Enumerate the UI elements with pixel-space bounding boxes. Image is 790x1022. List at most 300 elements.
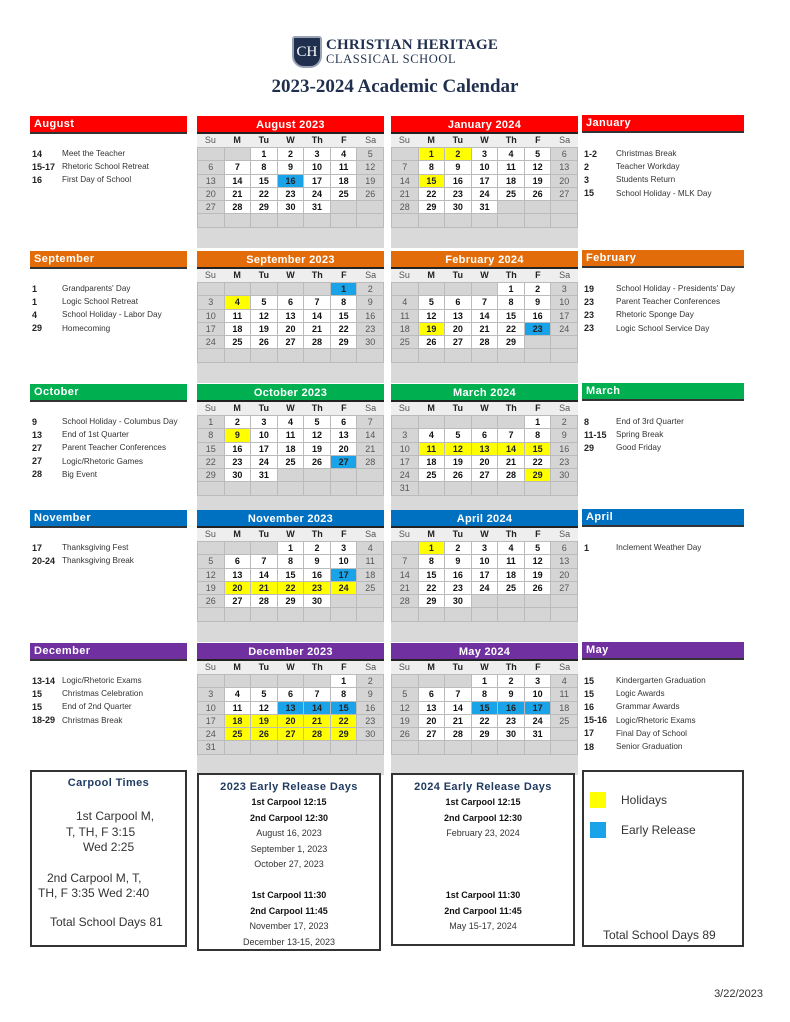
- calendar-title: December 2023: [197, 643, 384, 661]
- day-cell: 23: [525, 323, 551, 335]
- empty-cell: [525, 741, 551, 753]
- day-cell: 29: [251, 201, 277, 213]
- empty-cell: [392, 283, 418, 295]
- day-cell: 4: [357, 542, 383, 554]
- early-release-line: September 1, 2023: [250, 843, 328, 854]
- day-cell: 18: [392, 323, 418, 335]
- empty-cell: [525, 214, 551, 226]
- empty-cell: [331, 349, 357, 361]
- event-item: 16 Grammar Awards: [584, 701, 680, 712]
- event-item: 11-15 Spring Break: [584, 429, 664, 440]
- day-cell: 15: [331, 310, 357, 322]
- day-cell: 28: [445, 728, 471, 740]
- day-cell: 2: [225, 416, 251, 428]
- empty-cell: [472, 595, 498, 607]
- day-cell: 2: [445, 148, 471, 160]
- events-january: [584, 147, 749, 200]
- day-cell: 22: [331, 715, 357, 727]
- empty-cell: [225, 214, 251, 226]
- empty-cell: [278, 608, 304, 620]
- empty-cell: [419, 283, 445, 295]
- calendar-may-2024: [391, 643, 578, 775]
- day-cell: 15: [419, 569, 445, 581]
- day-cell: 28: [392, 201, 418, 213]
- event-item: 14 Meet the Teacher: [32, 148, 126, 159]
- day-cell: 18: [419, 456, 445, 468]
- day-cell: 8: [331, 688, 357, 700]
- day-cell: 10: [525, 688, 551, 700]
- day-cell: 8: [251, 161, 277, 173]
- event-item: 18 Senior Graduation: [584, 741, 683, 752]
- empty-cell: [419, 416, 445, 428]
- events-february: [584, 282, 749, 335]
- day-cell: 18: [225, 323, 251, 335]
- day-cell: 5: [357, 148, 383, 160]
- day-cell: 28: [225, 201, 251, 213]
- early-release-line: August 16, 2023: [256, 828, 322, 838]
- empty-cell: [498, 416, 524, 428]
- day-cell: 16: [445, 569, 471, 581]
- day-cell: 2: [357, 283, 383, 295]
- empty-cell: [225, 148, 251, 160]
- day-cell: 21: [445, 715, 471, 727]
- day-cell: 27: [445, 336, 471, 348]
- empty-cell: [304, 675, 330, 687]
- day-cell: 17: [551, 310, 577, 322]
- day-cell: 1: [419, 542, 445, 554]
- day-cell: 11: [331, 161, 357, 173]
- day-cell: 11: [419, 443, 445, 455]
- day-cell: 7: [445, 688, 471, 700]
- carpool-title: Carpool Times: [67, 777, 150, 789]
- event-item: 17 Final Day of School: [584, 728, 687, 739]
- day-cell: 11: [551, 688, 577, 700]
- empty-cell: [304, 349, 330, 361]
- day-cell: 24: [472, 582, 498, 594]
- day-cell: 16: [498, 702, 524, 714]
- day-cell: 8: [278, 555, 304, 567]
- empty-cell: [198, 214, 224, 226]
- events-september: [32, 282, 192, 335]
- day-cell: 23: [445, 582, 471, 594]
- day-cell: 13: [419, 702, 445, 714]
- day-cell: 2: [525, 283, 551, 295]
- day-cell: 21: [304, 715, 330, 727]
- day-cell: 6: [225, 555, 251, 567]
- event-item: 17 Thanksgiving Fest: [32, 542, 129, 553]
- day-cell: 9: [498, 688, 524, 700]
- carpool-times-box: [30, 770, 187, 947]
- events-may: [584, 674, 749, 753]
- day-cell: 21: [251, 582, 277, 594]
- day-cell: 3: [198, 296, 224, 308]
- calendar-march-2024: [391, 384, 578, 516]
- day-cell: 7: [472, 296, 498, 308]
- day-cell: 15: [251, 175, 277, 187]
- day-cell: 15: [198, 443, 224, 455]
- day-cell: 17: [304, 175, 330, 187]
- event-item: 15 Christmas Celebration: [32, 688, 143, 699]
- day-cell: 15: [498, 310, 524, 322]
- day-cell: 24: [472, 188, 498, 200]
- empty-cell: [419, 214, 445, 226]
- day-cell: 4: [331, 148, 357, 160]
- empty-cell: [472, 283, 498, 295]
- early-release-2023-box: [197, 773, 381, 951]
- event-item: 13 End of 1st Quarter: [32, 429, 129, 440]
- day-cell: 18: [225, 715, 251, 727]
- day-cell: 7: [304, 688, 330, 700]
- day-cell: 19: [525, 175, 551, 187]
- calendar-september-2023: [197, 251, 384, 383]
- day-cell: 9: [445, 161, 471, 173]
- empty-cell: [525, 336, 551, 348]
- month-header-may: May: [582, 642, 744, 660]
- day-cell: 19: [198, 582, 224, 594]
- day-cell: 21: [357, 443, 383, 455]
- event-item: 15 School Holiday - MLK Day: [584, 188, 712, 199]
- day-cell: 2: [278, 148, 304, 160]
- empty-cell: [551, 336, 577, 348]
- weekday-header: Su M Tu W Th F Sa: [197, 134, 384, 147]
- day-cell: 4: [225, 296, 251, 308]
- empty-cell: [198, 148, 224, 160]
- empty-cell: [278, 741, 304, 753]
- day-cell: 29: [525, 469, 551, 481]
- day-cell: 18: [357, 569, 383, 581]
- day-cell: 2: [304, 542, 330, 554]
- weekday-header: Su M Tu W Th F Sa: [197, 402, 384, 415]
- day-cell: 28: [304, 728, 330, 740]
- day-cell: 28: [498, 469, 524, 481]
- empty-cell: [392, 349, 418, 361]
- day-cell: 22: [331, 323, 357, 335]
- day-cell: 9: [357, 688, 383, 700]
- empty-cell: [251, 608, 277, 620]
- empty-cell: [304, 482, 330, 494]
- day-cell: 18: [551, 702, 577, 714]
- empty-cell: [225, 675, 251, 687]
- day-cell: 16: [525, 310, 551, 322]
- day-cell: 7: [251, 555, 277, 567]
- total-school-days-fall: Total School Days 81: [50, 914, 163, 929]
- empty-cell: [392, 542, 418, 554]
- day-cell: 22: [419, 582, 445, 594]
- event-item: 19 School Holiday - Presidents' Day: [584, 283, 735, 294]
- event-item: 18-29 Christmas Break: [32, 715, 123, 726]
- empty-cell: [198, 283, 224, 295]
- day-cell: 31: [251, 469, 277, 481]
- day-cell: 2: [498, 675, 524, 687]
- day-cell: 19: [304, 443, 330, 455]
- day-cell: 27: [331, 456, 357, 468]
- empty-cell: [392, 148, 418, 160]
- empty-cell: [551, 741, 577, 753]
- empty-cell: [198, 675, 224, 687]
- empty-cell: [392, 214, 418, 226]
- day-cell: 29: [498, 336, 524, 348]
- day-cell: 20: [419, 715, 445, 727]
- day-cell: 7: [498, 429, 524, 441]
- empty-cell: [525, 608, 551, 620]
- day-cell: 9: [304, 555, 330, 567]
- day-cell: 27: [198, 201, 224, 213]
- day-cell: 18: [278, 443, 304, 455]
- day-cell: 29: [331, 336, 357, 348]
- day-cell: 15: [278, 569, 304, 581]
- day-cell: 2: [357, 675, 383, 687]
- day-cell: 6: [278, 688, 304, 700]
- day-cell: 10: [331, 555, 357, 567]
- day-cell: 30: [357, 336, 383, 348]
- day-cell: 10: [198, 310, 224, 322]
- day-cell: 30: [278, 201, 304, 213]
- empty-cell: [551, 608, 577, 620]
- events-april: [584, 541, 749, 554]
- day-cell: 5: [198, 555, 224, 567]
- empty-cell: [498, 741, 524, 753]
- calendar-february-2024: [391, 251, 578, 383]
- day-cell: 19: [525, 569, 551, 581]
- empty-cell: [225, 608, 251, 620]
- day-cell: 10: [304, 161, 330, 173]
- holiday-swatch-icon: [590, 792, 606, 808]
- empty-cell: [304, 283, 330, 295]
- empty-cell: [278, 482, 304, 494]
- weekday-header: Su M Tu W Th F Sa: [391, 661, 578, 674]
- day-cell: 20: [551, 569, 577, 581]
- day-cell: 20: [472, 456, 498, 468]
- empty-cell: [331, 595, 357, 607]
- event-item: 1 Grandparents' Day: [32, 283, 131, 294]
- day-cell: 9: [551, 429, 577, 441]
- month-header-december: December: [30, 643, 187, 661]
- weekday-header: Su M Tu W Th F Sa: [197, 269, 384, 282]
- day-cell: 21: [304, 323, 330, 335]
- empty-cell: [278, 469, 304, 481]
- day-cell: 22: [525, 456, 551, 468]
- day-cell: 15: [419, 175, 445, 187]
- empty-cell: [278, 349, 304, 361]
- day-cell: 7: [304, 296, 330, 308]
- day-cell: 30: [445, 201, 471, 213]
- day-cell: 22: [278, 582, 304, 594]
- empty-cell: [225, 482, 251, 494]
- day-cell: 21: [392, 188, 418, 200]
- day-cell: 13: [551, 555, 577, 567]
- day-cell: 19: [251, 323, 277, 335]
- day-cell: 15: [525, 443, 551, 455]
- early-release-line: [393, 873, 573, 889]
- empty-cell: [551, 728, 577, 740]
- calendar-title: August 2023: [197, 116, 384, 134]
- day-cell: 16: [551, 443, 577, 455]
- day-cell: 3: [472, 148, 498, 160]
- day-cell: 23: [551, 456, 577, 468]
- day-cell: 22: [498, 323, 524, 335]
- day-cell: 31: [525, 728, 551, 740]
- day-cell: 19: [419, 323, 445, 335]
- day-cell: 9: [278, 161, 304, 173]
- day-cell: 25: [392, 336, 418, 348]
- day-cell: 18: [498, 569, 524, 581]
- early-release-2024-title: 2024 Early Release Days: [414, 781, 552, 793]
- empty-cell: [278, 283, 304, 295]
- day-cell: 6: [445, 296, 471, 308]
- day-cell: 29: [198, 469, 224, 481]
- weekday-header: Su M Tu W Th F Sa: [391, 269, 578, 282]
- empty-cell: [498, 201, 524, 213]
- day-cell: 27: [225, 595, 251, 607]
- legend-holidays: Holidays: [590, 792, 667, 808]
- day-cell: 7: [357, 416, 383, 428]
- day-cell: 30: [225, 469, 251, 481]
- day-cell: 8: [472, 688, 498, 700]
- empty-cell: [225, 542, 251, 554]
- event-item: 28 Big Event: [32, 469, 98, 480]
- empty-cell: [304, 469, 330, 481]
- day-cell: 13: [472, 443, 498, 455]
- event-item: 15 Logic Awards: [584, 688, 665, 699]
- day-cell: 28: [392, 595, 418, 607]
- empty-cell: [419, 741, 445, 753]
- day-cell: 21: [498, 456, 524, 468]
- day-cell: 26: [198, 595, 224, 607]
- event-item: 1 Logic School Retreat: [32, 296, 139, 307]
- empty-cell: [251, 283, 277, 295]
- calendar-november-2023: [197, 510, 384, 642]
- day-cell: 11: [225, 310, 251, 322]
- early-release-2023-title: 2023 Early Release Days: [220, 781, 358, 793]
- empty-cell: [445, 608, 471, 620]
- day-cell: 17: [331, 569, 357, 581]
- second-carpool-text: 2nd Carpool M, T, TH, F 3:35 Wed 2:40: [38, 870, 150, 900]
- day-cell: 23: [278, 188, 304, 200]
- empty-cell: [225, 741, 251, 753]
- day-cell: 12: [419, 310, 445, 322]
- empty-cell: [251, 349, 277, 361]
- day-cell: 20: [445, 323, 471, 335]
- day-cell: 28: [472, 336, 498, 348]
- empty-cell: [251, 482, 277, 494]
- day-cell: 24: [304, 188, 330, 200]
- day-cell: 6: [551, 148, 577, 160]
- empty-cell: [225, 349, 251, 361]
- calendar-december-2023: [197, 643, 384, 775]
- day-cell: 5: [525, 542, 551, 554]
- calendar-title: September 2023: [197, 251, 384, 269]
- day-cell: 13: [225, 569, 251, 581]
- early-release-line: 1st Carpool 11:30: [251, 890, 327, 900]
- event-item: 16 First Day of School: [32, 174, 132, 185]
- event-item: 8 End of 3rd Quarter: [584, 416, 684, 427]
- day-cell: 10: [392, 443, 418, 455]
- empty-cell: [251, 542, 277, 554]
- day-cell: 1: [525, 416, 551, 428]
- day-cell: 28: [357, 456, 383, 468]
- day-cell: 4: [278, 416, 304, 428]
- day-cell: 9: [225, 429, 251, 441]
- empty-cell: [525, 482, 551, 494]
- day-cell: 3: [304, 148, 330, 160]
- empty-cell: [331, 201, 357, 213]
- day-cell: 22: [472, 715, 498, 727]
- early-release-line: [199, 873, 379, 889]
- calendar-august-2023: [197, 116, 384, 248]
- early-release-line: 1st Carpool 11:30: [445, 890, 521, 900]
- month-header-september: September: [30, 251, 187, 269]
- day-cell: 29: [331, 728, 357, 740]
- day-cell: 25: [225, 336, 251, 348]
- empty-cell: [357, 469, 383, 481]
- early-release-line: December 13-15, 2023: [242, 936, 336, 947]
- first-carpool-text: 1st Carpool M, T, TH, F 3:15 Wed 2:25: [66, 809, 155, 854]
- empty-cell: [419, 675, 445, 687]
- school-name-line1: CHRISTIAN HERITAGE: [325, 37, 499, 54]
- day-cell: 17: [198, 715, 224, 727]
- day-cell: 17: [198, 323, 224, 335]
- day-cell: 18: [331, 175, 357, 187]
- weekday-header: Su M Tu W Th F Sa: [197, 528, 384, 541]
- events-august: [32, 147, 192, 187]
- day-cell: 21: [225, 188, 251, 200]
- early-release-line: February 23, 2024: [446, 828, 520, 838]
- day-cell: 23: [498, 715, 524, 727]
- day-cell: 23: [304, 582, 330, 594]
- weekday-header: Su M Tu W Th F Sa: [391, 134, 578, 147]
- day-cell: 25: [498, 188, 524, 200]
- day-cell: 21: [472, 323, 498, 335]
- day-cell: 11: [392, 310, 418, 322]
- month-header-august: August: [30, 116, 187, 134]
- total-school-days-spring: Total School Days 89: [603, 928, 716, 942]
- day-cell: 19: [392, 715, 418, 727]
- empty-cell: [331, 608, 357, 620]
- day-cell: 12: [251, 702, 277, 714]
- day-cell: 11: [357, 555, 383, 567]
- weekday-header: Su M Tu W Th F Sa: [197, 661, 384, 674]
- event-item: 3 Students Return: [584, 174, 676, 185]
- day-cell: 22: [198, 456, 224, 468]
- event-item: 23 Parent Teacher Conferences: [584, 296, 721, 307]
- day-cell: 27: [278, 336, 304, 348]
- empty-cell: [331, 741, 357, 753]
- day-cell: 28: [251, 595, 277, 607]
- event-item: 1-2 Christmas Break: [584, 148, 677, 159]
- day-cell: 9: [525, 296, 551, 308]
- day-cell: 28: [304, 336, 330, 348]
- day-cell: 19: [251, 715, 277, 727]
- events-december: [32, 674, 192, 727]
- day-cell: 15: [472, 702, 498, 714]
- day-cell: 29: [472, 728, 498, 740]
- day-cell: 14: [304, 702, 330, 714]
- day-cell: 20: [331, 443, 357, 455]
- early-release-line: 2nd Carpool 12:30: [249, 812, 329, 823]
- day-cell: 15: [331, 702, 357, 714]
- empty-cell: [419, 349, 445, 361]
- day-cell: 4: [551, 675, 577, 687]
- month-header-april: April: [582, 509, 744, 527]
- day-cell: 1: [198, 416, 224, 428]
- crest-icon: CH: [292, 36, 322, 68]
- day-cell: 31: [198, 741, 224, 753]
- calendar-title: October 2023: [197, 384, 384, 402]
- empty-cell: [472, 416, 498, 428]
- empty-cell: [392, 608, 418, 620]
- day-cell: 12: [445, 443, 471, 455]
- empty-cell: [445, 675, 471, 687]
